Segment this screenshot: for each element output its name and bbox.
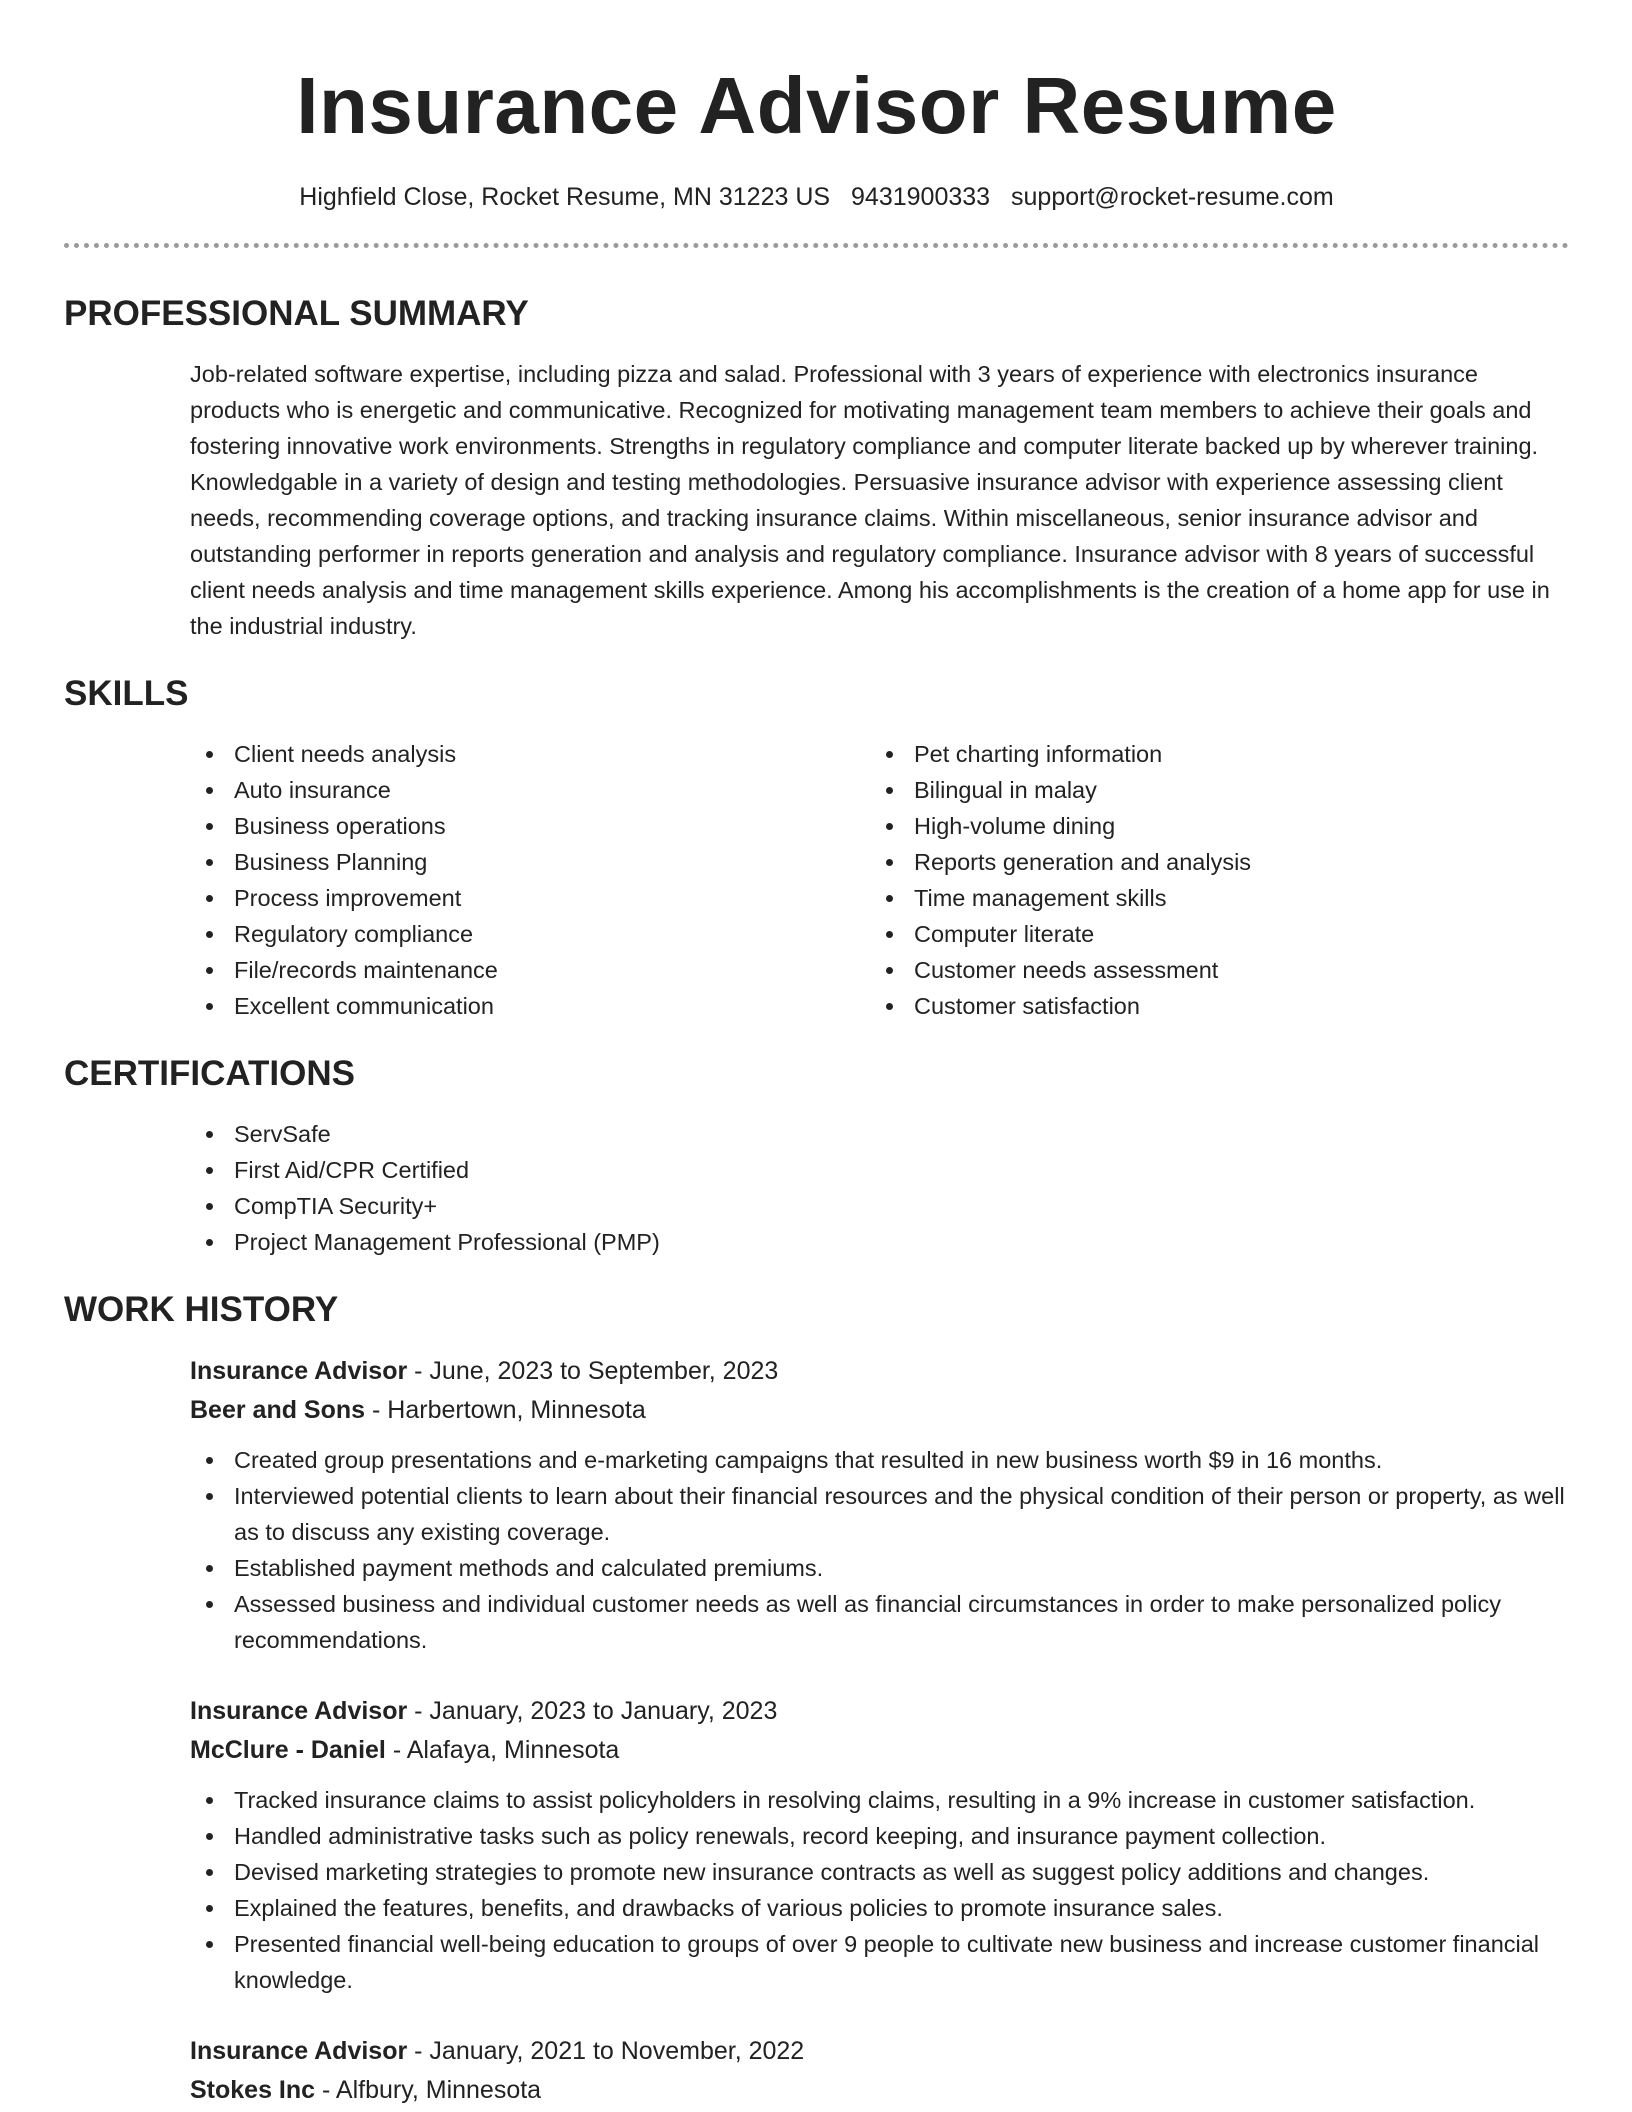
job-company-line — [190, 1731, 1569, 1770]
job-location: - Alfbury, Minnesota — [315, 2076, 542, 2104]
job-bullet: Created group presentations and e-marketing campaigns that resulted in new business worth $9 in 16 months. — [190, 1442, 1569, 1478]
job-bullet: Interviewed potential clients to learn about their financial resources and the physical condition of their person or property, as well as to discuss any existing coverage. — [190, 1478, 1569, 1550]
skill-item: Client needs analysis — [190, 736, 870, 772]
skill-item: Customer needs assessment — [870, 952, 1550, 988]
job-entry — [190, 2032, 1569, 2110]
job-company: Stokes Inc — [190, 2076, 316, 2104]
job-title-line — [190, 1352, 1569, 1391]
work-history-heading: WORK HISTORY — [64, 1290, 339, 1329]
job-company-line — [190, 2071, 1569, 2110]
contact-address: Highfield Close, Rocket Resume, MN 31223 US — [299, 183, 831, 211]
certification-item: CompTIA Security+ — [190, 1188, 1569, 1224]
job-entry — [190, 1692, 1569, 1998]
resume-page — [64, 0, 1569, 2110]
job-entry — [190, 1352, 1569, 1658]
contact-phone: 9431900333 — [851, 183, 991, 211]
skill-item: Pet charting information — [870, 736, 1550, 772]
job-title: Insurance Advisor — [190, 1357, 408, 1385]
certification-item: First Aid/CPR Certified — [190, 1152, 1569, 1188]
summary-text: Job-related software expertise, including pizza and salad. Professional with 3 years of experience with electronics insurance products who is energetic and communicative. Recognized for motivating management team members to achieve their goals and fostering innovative work environments. Strengths in regulatory compliance and computer literate backed up by wherever training. Knowledgable in a variety of design and testing methodologies. Persuasive insurance advisor with experience assessing client needs, recommending coverage options, and tracking insurance claims. Within miscellaneous, senior insurance advisor and outstanding performer in reports generation and analysis and regulatory compliance. Insurance advisor with 8 years of successful client needs analysis and time management skills experience. Among his accomplishments is the creation of a home app for use in the industrial industry. — [190, 361, 1550, 639]
job-bullet: Assessed business and individual customer needs as well as financial circumstances in order to make personalized policy recommendations. — [190, 1586, 1569, 1658]
job-bullet: Explained the features, benefits, and drawbacks of various policies to promote insurance sales. — [190, 1890, 1569, 1926]
job-title: Insurance Advisor — [190, 1697, 408, 1725]
job-company-line — [190, 1391, 1569, 1430]
skill-item: Computer literate — [870, 916, 1550, 952]
contact-email: support@rocket-resume.com — [1011, 183, 1334, 211]
certifications-list — [190, 1116, 1569, 1260]
job-bullet: Tracked insurance claims to assist policyholders in resolving claims, resulting in a 9% increase in customer satisfaction. — [190, 1782, 1569, 1818]
skill-item: File/records maintenance — [190, 952, 870, 988]
certifications-heading: CERTIFICATIONS — [64, 1054, 356, 1093]
job-bullet: Established payment methods and calculated premiums. — [190, 1550, 1569, 1586]
job-dates: - January, 2021 to November, 2022 — [407, 2037, 805, 2065]
summary-heading: PROFESSIONAL SUMMARY — [64, 294, 529, 333]
summary-section — [64, 292, 1569, 644]
job-bullet: Devised marketing strategies to promote new insurance contracts as well as suggest policy additions and changes. — [190, 1854, 1569, 1890]
skill-item: Reports generation and analysis — [870, 844, 1550, 880]
skill-item: High-volume dining — [870, 808, 1550, 844]
skill-item: Business Planning — [190, 844, 870, 880]
certification-item: ServSafe — [190, 1116, 1569, 1152]
skills-left-list — [190, 736, 870, 1024]
skill-item: Process improvement — [190, 880, 870, 916]
job-company: Beer and Sons — [190, 1396, 366, 1424]
certification-item: Project Management Professional (PMP) — [190, 1224, 1569, 1260]
job-location: - Alafaya, Minnesota — [385, 1736, 620, 1764]
job-company: McClure - Daniel — [190, 1736, 386, 1764]
skill-item: Time management skills — [870, 880, 1550, 916]
job-title-line — [190, 2032, 1569, 2071]
skill-item: Auto insurance — [190, 772, 870, 808]
skills-heading: SKILLS — [64, 674, 189, 713]
resume-title: Insurance Advisor Resume — [296, 61, 1337, 150]
job-title: Insurance Advisor — [190, 2037, 408, 2065]
skills-grid — [190, 736, 1569, 1024]
skill-item: Excellent communication — [190, 988, 870, 1024]
job-bullet: Presented financial well-being education to groups of over 9 people to cultivate new business and increase customer financial knowledge. — [190, 1926, 1569, 1998]
skill-item: Business operations — [190, 808, 870, 844]
skills-right-list — [870, 736, 1550, 1024]
work-history-section — [64, 1288, 1569, 2110]
skills-section — [64, 672, 1569, 1024]
skill-item: Regulatory compliance — [190, 916, 870, 952]
job-bullet-list — [190, 1442, 1569, 1658]
job-dates: - June, 2023 to September, 2023 — [407, 1357, 779, 1385]
job-dates: - January, 2023 to January, 2023 — [407, 1697, 778, 1725]
job-title-line — [190, 1692, 1569, 1731]
header-divider — [64, 243, 1569, 248]
skill-item: Bilingual in malay — [870, 772, 1550, 808]
job-bullet: Handled administrative tasks such as policy renewals, record keeping, and insurance payment collection. — [190, 1818, 1569, 1854]
job-bullet-list — [190, 1782, 1569, 1998]
certifications-section — [64, 1052, 1569, 1260]
job-location: - Harbertown, Minnesota — [365, 1396, 646, 1424]
skill-item: Customer satisfaction — [870, 988, 1550, 1024]
contact-line — [64, 180, 1569, 214]
